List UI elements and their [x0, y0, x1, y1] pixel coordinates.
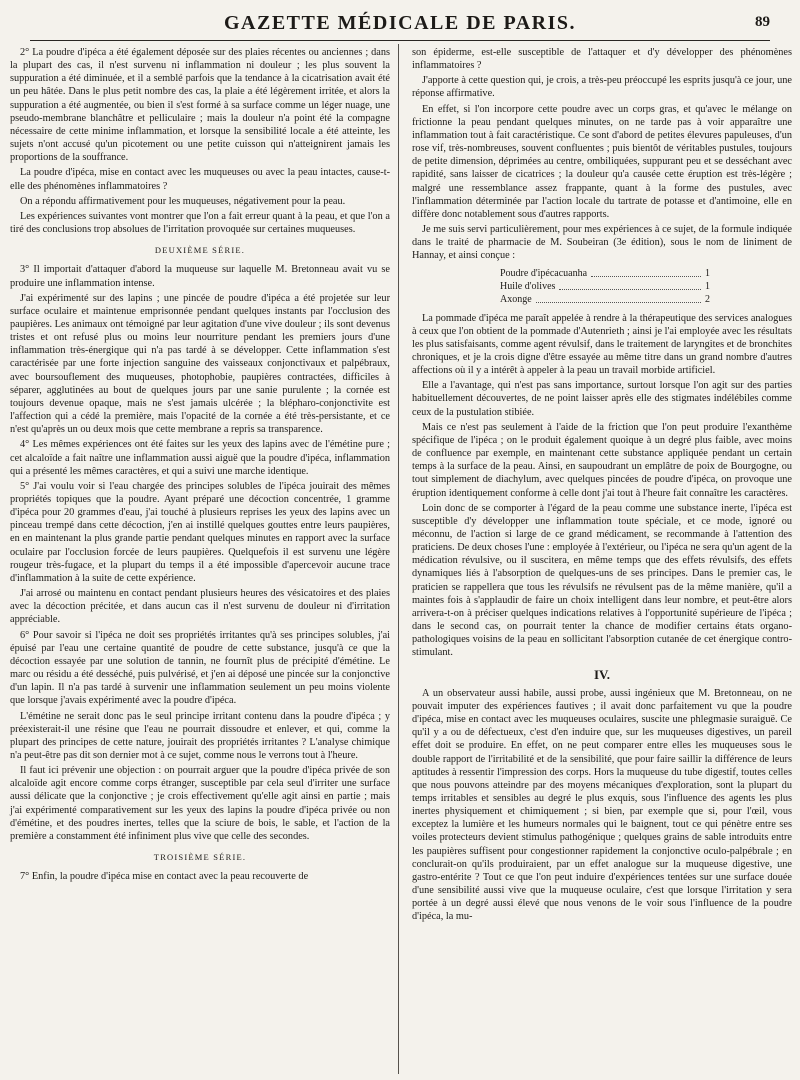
leader-dots: [591, 267, 701, 277]
paragraph: L'émétine ne serait donc pas le seul principe irritant contenu dans la poudre d'ipéca ; y préexisterait-il une résine que l'eau ne pourrait dissoudre et enlever, et qui, comme la plupart des principes de cette nature, jouirait des propriétés irritantes ? L'analyse chimique n'a peut-être pas dit son dernier mot à ce sujet, comme nous le verrons tout à l'heure.: [10, 710, 390, 761]
paragraph: La pommade d'ipéca me paraît appelée à rendre à la thérapeutique des services analogues à ceux que l'on obtient de la pommade d'Autenrieth ; ainsi je l'ai employée avec les résultats les plus satisfaisants, comme agent révulsif, dans le traitement de laryngites et de bronchites chroniques, et je la crois digne d'être essayée au même titre dans un grand nombre d'autres affections où il y a intérêt à appeler à la peau un travail morbide artificiel.: [412, 312, 792, 377]
paragraph: Elle a l'avantage, qui n'est pas sans importance, surtout lorsque l'on agit sur des parties habituellement découvertes, de ne point laisser après elle des stigmates indélébiles comme ceux de la pustulation stibiée.: [412, 380, 792, 418]
paragraph: Les expériences suivantes vont montrer que l'on a fait erreur quant à la peau, et que l'on a tiré des conclusions trop absolues de l'irritation provoquée sur certaines muqueuses.: [10, 210, 390, 236]
formula-list: [500, 267, 710, 306]
paragraph: 2° La poudre d'ipéca a été également déposée sur des plaies récentes ou anciennes ; dans la plupart des cas, il n'est survenu ni inflammation ni douleur ; les plus souvent la suppuration a été diminuée, et il a semblé parfois que la tendance à la cicatrisation avait été un peu hâtée. Dans le plus petit nombre des cas, la plaie a été légèrement irritée, et alors la suppuration a été augmentée, ou bien il s'est formé à sa surface comme un léger nuage, une pseudo-membrane blanchâtre et pelliculaire ; mais la douleur n'a point été la compagne nécessaire de cette minime inflammation, et lorsque la sensibilité locale a été atteinte, les sujets n'ont accusé qu'un picotement ou une petite cuisson qui n'atteignirent jamais les proportions de la souffrance.: [10, 47, 390, 164]
formula-row: [500, 280, 710, 293]
paragraph: 4° Les mêmes expériences ont été faites sur les yeux des lapins avec de l'émétine pure ; cet alcaloïde a fait naître une inflammation aussi aiguë que la poudre d'ipéca, inflammation qui a présenté les mêmes caractères, et qui a suivi une marche identique.: [10, 439, 390, 477]
formula-row: [500, 267, 710, 280]
ingredient-name: Poudre d'ipécacuanha: [500, 267, 588, 279]
right-column: [412, 46, 792, 926]
ingredient-name: Huile d'olives: [500, 280, 556, 292]
column-divider: [398, 44, 399, 1074]
ingredient-name: Axonge: [500, 293, 532, 305]
paragraph: 3° Il importait d'attaquer d'abord la muqueuse sur laquelle M. Bretonneau avait vu se produire une inflammation intense.: [10, 264, 390, 289]
paragraph: A un observateur aussi habile, aussi probe, aussi ingénieux que M. Bretonneau, on ne pouvait imputer des expériences fautives ; il avait donc parfaitement vu que la poudre d'ipéca, mise en contact avec les muqueuses oculaires, suscite une phlegmasie suraiguë. Ce qu'il y a ou de défectueux, c'est d'en induire que, sur les muqueuses digestives, un pareil effet doit se produire. En effet, on ne peut comparer entre elles les muqueuses sous le double rapport de l'irritabilité et de la sensibilité, que pour faire saillir la différence de leurs aptitudes à ressentir l'impression des corps. Hors la muqueuse du tube digestif, toutes celles que nous pouvons atteindre par des moyens mécaniques d'exploration, sont la plupart du temps irritables et sensibles au degré le plus exquis, sous l'influence des agents les plus inertes physiquement et chimiquement ; si bien, par exemple que si, pour l'œil, vous exceptez la lumière et les humeurs normales qui le baignent, tout ce qui pénètre entre ses voiles protecteurs devient stimulus pathogénique ; quelques grains de sable introduits entre les paupières suffisent pour congestionner rapidement la conjonctive oculo-palpébrale ; en conclurait-on qu'ils produiraient, par un effet analogue sur la muqueuse digestive, une gastro-entérite ? Tout ce que l'on peut induire d'expériences tentées sur une surface douée d'une sensibilité aussi vive que la muqueuse oculaire, c'est que lorsque l'irritation y sera portée à un degré aussi élevé que nous venons de le voir sous l'influence de la poudre d'ipéca, la mu-: [412, 687, 792, 923]
section-numeral: IV.: [593, 666, 611, 682]
leader-dots: [559, 280, 701, 290]
formula-row: [500, 293, 710, 306]
paragraph: 5° J'ai voulu voir si l'eau chargée des principes solubles de l'ipéca jouirait des mêmes propriétés topiques que la poudre. Ayant préparé une décoction concentrée, 1 gramme d'ipéca pour 20 grammes d'eau, j'ai touché à plusieurs reprises les yeux des lapins avec un pinceau trempé dans cette décoction, j'en ai instillé quelques gouttes entre leurs paupières, en en maintenant la plus grande partie pendant quelques minutes en rapport avec la surface oculaire par l'occlusion forcée de leurs paupières. Quelquefois il est survenu une légère rougeur très-fugace, et la plupart du temps il a été impossible d'apercevoir aucune trace d'inflammation à la suite de cette expérience.: [10, 480, 390, 584]
section-heading: DEUXIÈME SÉRIE.: [154, 245, 246, 256]
ingredient-quantity: 2: [705, 293, 710, 305]
paragraph: Je me suis servi particulièrement, pour mes expériences à ce sujet, de la formule indiquée dans le traité de pharmacie de M. Soubeiran (3e édition), sous le nom de liniment de Hannay, et ainsi conçue :: [412, 224, 792, 262]
paragraph: J'apporte à cette question qui, je crois, a très-peu préoccupé les esprits jusqu'à ce jour, une réponse affirmative.: [412, 75, 792, 100]
page-header: [30, 10, 770, 41]
left-column: [10, 46, 390, 885]
paragraph: Il faut ici prévenir une objection : on pourrait arguer que la poudre d'ipéca privée de son alcaloïde agit encore comme corps étranger, susceptible par cela seul d'irriter une surface aussi délicate que la conjonctive ; je crois effectivement qu'elle agit ainsi en partie ; mais j'ai expérimenté comparativement sur les yeux des lapins la poudre d'ipéca privée ou non d'émétine, et des poudres inertes, telles que la sciure de bois, le sable, et l'action de la première a constamment été infiniment plus vive que celle des secondes.: [10, 765, 390, 842]
paragraph: Mais ce n'est pas seulement à l'aide de la friction que l'on peut produire l'exanthème spécifique de l'ipéca ; on le produit également quoique à un degré plus faible, avec moins de confluence par exemple, en maintenant cette substance appliquée pendant un certain temps à la surface de la peau. Ainsi, en saupoudrant un emplâtre de poix de Bourgogne, ou tout simplement de diachylum, avec quelques pincées de poudre d'ipéca, on provoque une éruption identiquement conforme à celle dont j'ai tout à l'heure fait connaître les caractères.: [412, 421, 792, 499]
section-heading: TROISIÈME SÉRIE.: [153, 852, 247, 863]
paragraph: En effet, si l'on incorpore cette poudre avec un corps gras, et qu'avec le mélange on frictionne la peau pendant quelques minutes, on ne tarde pas à voir apparaître une inflammation tout à fait caractéristique. Ce sont d'abord de petites élevures papuleuses, d'un rose vif, très-nombreuses, souvent confluentes ; puis bientôt de véritables pustules, toujours de petite dimension, déprimées au centre, ombiliquées, suppurant peu et se desséchant avec rapidité, sans laisser de cicatrices ; la douleur qu'a causée cette éruption est très-légère ; malgré une ressemblance assez frappante, quant à la forme des pustules, avec l'inflammation déterminée par l'action locale du tartrate de potasse et d'antimoine, elle en diffère donc notablement sous d'autres rapports.: [412, 103, 792, 220]
paragraph: La poudre d'ipéca, mise en contact avec les muqueuses ou avec la peau intactes, cause-t-elle des phénomènes inflammatoires ?: [10, 167, 390, 192]
page-number: 89: [755, 14, 770, 30]
paragraph: son épiderme, est-elle susceptible de l'attaquer et d'y développer des phénomènes inflammatoires ?: [412, 47, 792, 72]
paragraph: J'ai arrosé ou maintenu en contact pendant plusieurs heures des vésicatoires et des plaies avec la décoction précitée, et dans aucun cas il n'est survenu de douleur ni d'irritation appréciable.: [10, 588, 390, 626]
leader-dots: [536, 293, 701, 303]
paragraph: 6° Pour savoir si l'ipéca ne doit ses propriétés irritantes qu'à ses principes solubles, j'ai épuisé par l'eau une certaine quantité de poudre de cette substance, jusqu'à ce que la décoction essayée par une solution de tannin, ne fournît plus de précipité d'émétine. Le marc ou résidu a été desséché, puis pulvérisé, et j'en ai déposé une pincée sur la conjonctive d'un lapin. Il n'a pas tardé à survenir une inflammation seulement un peu moins violente que lorsque j'avais expérimenté avec la poudre d'ipéca.: [10, 629, 390, 707]
ingredient-quantity: 1: [705, 267, 710, 279]
paragraph: J'ai expérimenté sur des lapins ; une pincée de poudre d'ipéca a été projetée sur leur surface oculaire et maintenue emprisonnée pendant quelques instants par l'occlusion des paupières. Les animaux ont témoigné par leur agitation d'une vive douleur ; ils sont devenus tristes et ont refusé plus ou moins leur nourriture pendant les premiers jours d'une inflammation très-énergique qui n'a pas tardé à se développer. Cette inflammation s'est caractérisée par une forte injection sanguine des vaisseaux conjonctivaux et palpébraux, avec boursouflement des muqueuses, photophobie, paupières contractées, difficiles à séparer, agglutinées au bout de quelques jours par une sanie purulente ; la cornée est toujours devenue opaque, mais ne s'est jamais ulcérée ; la blépharo-conjonctivite est l'affection qui a cédé la première, mais l'opacité de la cornée a été très-persistante, et ce n'est qu'après un ou deux mois que cette membrane a repris sa transparence.: [10, 292, 390, 436]
paragraph: 7° Enfin, la poudre d'ipéca mise en contact avec la peau recouverte de: [20, 871, 309, 883]
ingredient-quantity: 1: [705, 280, 710, 292]
paragraph: On a répondu affirmativement pour les muqueuses, négativement pour la peau.: [20, 195, 346, 207]
paragraph: Loin donc de se comporter à l'égard de la peau comme une substance inerte, l'ipéca est susceptible d'y développer une inflammation toute spéciale, et ce mode, ignoré ou méconnu, de l'action si large de ce grand médicament, se recommande à l'attention des praticiens. De deux choses l'une : employée à l'extérieur, ou l'ipéca ne sera qu'un agent de la médication révulsive, ou il suscitera, en même temps que des effets révulsifs, des effets dynamiques liés à l'absorption de quelques-uns de ses principes. Dans le premier cas, le praticien se rappellera que tous les révulsifs ne révulsent pas de la même manière, qu'il a maintes fois à s'applaudir de faire un choix intelligent dans leur nombre, et peut-être alors arrivera-t-on à préciser quelques indications relatives à l'opportunité supérieure de l'ipéca ; dans le second cas, on pourrait tenter la chance de modifier certains états organo-pathologiques voisins de la peau en sollicitant l'absorption cutanée de cet énergique contro-stimulant.: [412, 502, 792, 659]
journal-title: GAZETTE MÉDICALE DE PARIS.: [223, 12, 577, 34]
